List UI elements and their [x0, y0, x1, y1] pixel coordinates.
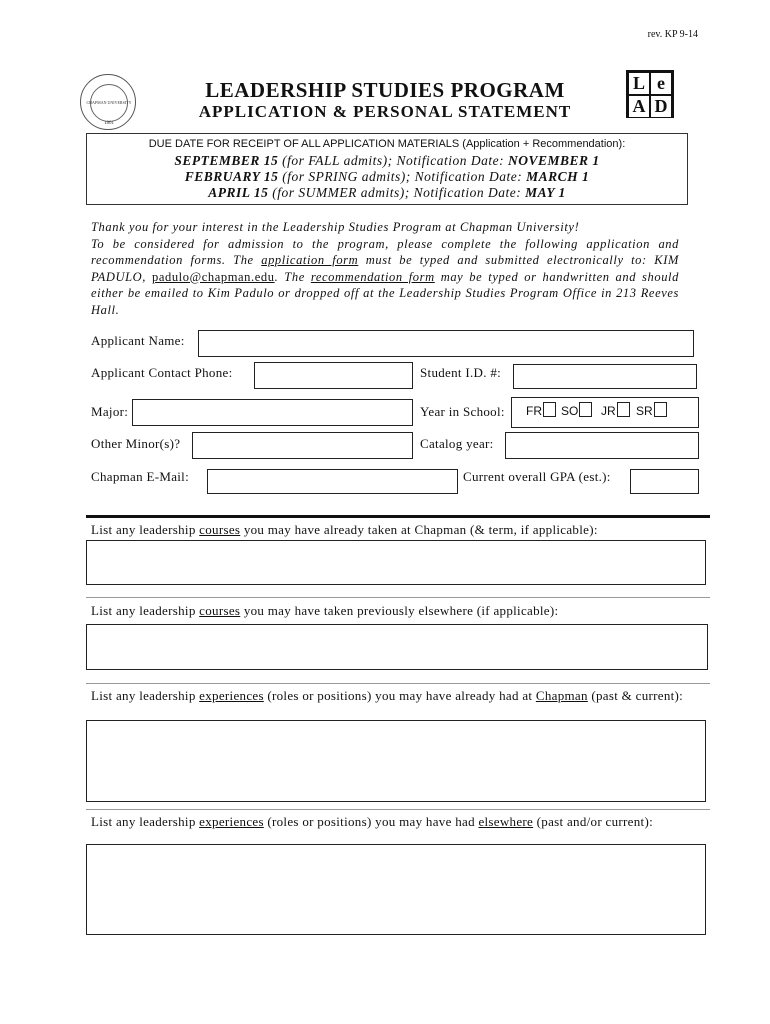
- catalog-year-input[interactable]: [505, 432, 699, 459]
- question-elsewhere-courses: List any leadership courses you may have taken previously elsewhere (if applicable):: [91, 603, 559, 618]
- checkbox[interactable]: [579, 402, 592, 417]
- intro-instructions: To be considered for admission to the program, please complete the following application and recommendation forms. The application form must be typed and submitted electronically to: KIM PADULO, padulo@chapman.edu. The recommendation form may be typed or handwritten and should either be emailed to Kim Padulo or dropped off at the Leadership Studies Program Office in 213 Reeves Hall.: [91, 236, 680, 317]
- due-date-summer: APRIL 15 (for SUMMER admits); Notification Date: MAY 1: [208, 185, 566, 200]
- separator-line: [86, 683, 710, 684]
- checkbox[interactable]: [654, 402, 667, 417]
- logo-letter: D: [651, 96, 671, 117]
- year-option-fr[interactable]: FR: [526, 402, 556, 418]
- program-title: LEADERSHIP STUDIES PROGRAM: [205, 78, 565, 102]
- chapman-courses-input[interactable]: [86, 540, 706, 585]
- major-label: Major:: [91, 404, 129, 419]
- checkbox[interactable]: [617, 402, 630, 417]
- logo-letter: e: [651, 73, 671, 94]
- section-divider: [86, 515, 710, 518]
- contact-phone-label: Applicant Contact Phone:: [91, 365, 233, 380]
- year-option-sr[interactable]: SR: [636, 402, 667, 418]
- due-date-spring: FEBRUARY 15 (for SPRING admits); Notification Date: MARCH 1: [184, 169, 590, 184]
- applicant-name-input[interactable]: [198, 330, 694, 357]
- intro-thanks: Thank you for your interest in the Leadership Studies Program at Chapman University!: [91, 220, 580, 234]
- contact-phone-input[interactable]: [254, 362, 413, 389]
- other-minor-label: Other Minor(s)?: [91, 436, 181, 451]
- catalog-year-label: Catalog year:: [420, 436, 494, 451]
- question-chapman-courses: List any leadership courses you may have already taken at Chapman (& term, if applicable):: [91, 522, 598, 537]
- seal-year: 1861: [104, 121, 114, 126]
- year-option-jr[interactable]: JR: [601, 402, 630, 418]
- recommendation-form-link[interactable]: recommendation form: [310, 269, 435, 284]
- due-date-heading: DUE DATE FOR RECEIPT OF ALL APPLICATION MATERIALS (Application + Recommendation):: [148, 138, 626, 150]
- year-in-school-options: [511, 397, 699, 428]
- question-chapman-experiences: List any leadership experiences (roles or positions) you may have already had at Chapman (past & current):: [91, 688, 684, 703]
- lead-logo: [626, 70, 674, 118]
- intro-text: [91, 219, 679, 318]
- separator-line: [86, 597, 710, 598]
- student-id-label: Student I.D. #:: [420, 365, 502, 380]
- email-link[interactable]: padulo@chapman.edu: [151, 269, 275, 284]
- form-title: APPLICATION & PERSONAL STATEMENT: [198, 102, 572, 121]
- logo-letter: L: [629, 73, 649, 94]
- revision-label: rev. KP 9-14: [647, 29, 698, 40]
- student-id-input[interactable]: [513, 364, 697, 389]
- other-minor-input[interactable]: [192, 432, 413, 459]
- checkbox[interactable]: [543, 402, 556, 417]
- year-in-school-label: Year in School:: [420, 404, 505, 419]
- applicant-name-label: Applicant Name:: [91, 333, 185, 348]
- logo-letter: A: [629, 96, 649, 117]
- due-date-fall: SEPTEMBER 15 (for FALL admits); Notification Date: NOVEMBER 1: [174, 153, 600, 168]
- chapman-experiences-input[interactable]: [86, 720, 706, 802]
- question-elsewhere-experiences: List any leadership experiences (roles or positions) you may have had elsewhere (past and/or current):: [91, 814, 653, 829]
- gpa-label: Current overall GPA (est.):: [463, 469, 611, 484]
- separator-line: [86, 809, 710, 810]
- gpa-input[interactable]: [630, 469, 699, 494]
- year-option-so[interactable]: SO: [561, 402, 592, 418]
- chapman-email-input[interactable]: [207, 469, 458, 494]
- seal-text: CHAPMAN UNIVERSITY: [86, 100, 132, 105]
- major-input[interactable]: [132, 399, 413, 426]
- elsewhere-experiences-input[interactable]: [86, 844, 706, 935]
- application-form-link[interactable]: application form: [261, 253, 359, 267]
- chapman-email-label: Chapman E-Mail:: [91, 469, 190, 484]
- elsewhere-courses-input[interactable]: [86, 624, 708, 670]
